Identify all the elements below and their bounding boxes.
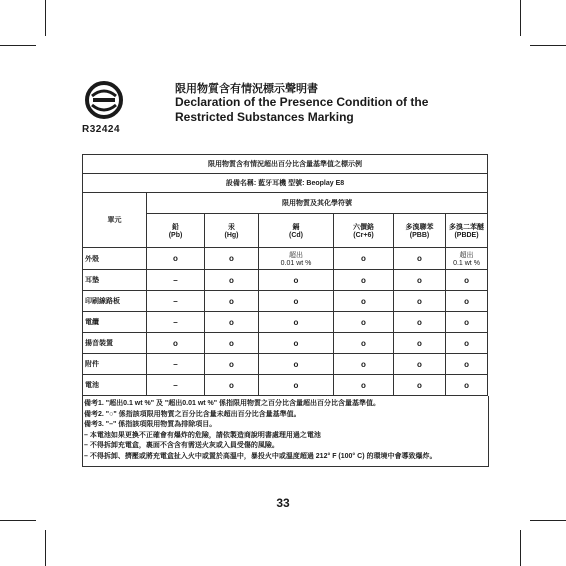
cell-text-line: 超出 [289,252,303,259]
substance-cell: – [147,291,205,312]
unit-header: 單元 [83,193,147,248]
component-name: 外殼 [83,248,147,270]
substance-cell: o [205,248,259,270]
substance-cell: o [394,312,446,333]
crop-mark-bottom-right-h [530,520,566,521]
crop-mark-bottom-left-h [0,520,36,521]
substance-column-header [147,214,205,248]
component-name: 附件 [83,354,147,375]
substance-symbol: (Cr+6) [353,232,374,239]
table-row [83,312,488,333]
substance-cell: o [147,333,205,354]
substance-cell: o [394,248,446,270]
crop-mark-bottom-left-v [45,530,46,566]
substance-cell: o [259,270,334,291]
substance-cell: – [147,270,205,291]
substance-cell: o [334,270,394,291]
substance-cell: o [259,354,334,375]
substance-cell: o [334,312,394,333]
substance-name: 多溴聯苯 [405,224,434,231]
substance-cell: o [446,354,488,375]
substance-cell [259,248,334,270]
substance-column-header [334,214,394,248]
substance-cell: o [446,312,488,333]
substance-symbol: (Cd) [289,232,303,239]
substance-name: 多溴二苯醚 [449,224,484,231]
substance-cell: o [205,375,259,396]
table-row [83,375,488,396]
substance-name: 六價鉻 [353,224,374,231]
substance-name: 汞 [228,224,235,231]
crop-mark-top-left-v [45,0,46,36]
substance-cell: o [394,291,446,312]
substance-cell: o [259,291,334,312]
title-chinese: 限用物質含有情況標示聲明書 [175,83,318,95]
substance-column-header [205,214,259,248]
certification-code: R32424 [82,124,121,135]
substance-cell: o [205,312,259,333]
substance-cell: o [205,270,259,291]
substance-cell [446,248,488,270]
substance-cell: o [394,270,446,291]
note-line: 備考2. "○" 係指該項限用物質之百分比含量未超出百分比含量基準值。 [84,410,301,418]
crop-mark-bottom-right-v [520,530,521,566]
substance-cell: o [147,248,205,270]
substance-cell: o [205,354,259,375]
bsmi-logo-icon [84,80,124,120]
page-number: 33 [276,496,290,510]
substance-cell: o [446,270,488,291]
substance-cell: o [334,291,394,312]
substance-cell: o [205,333,259,354]
note-line: – 不得拆卸充電盒，裏面不含含有需送火灰或入員受傷的風險。 [84,442,279,449]
note-line: 備考3. "–" 係指該項限用物質為排除項目。 [84,421,217,428]
substance-cell: o [446,291,488,312]
note-line: 備考1. "超出0.1 wt %" 及 "超出0.01 wt %" 係指限用物質之百分比含量超出百分比含量基準值。 [84,400,381,407]
component-name: 耳墊 [83,270,147,291]
table-row [83,354,488,375]
substance-column-header [259,214,334,248]
component-name: 電纜 [83,312,147,333]
cell-text-line: 0.01 wt % [280,260,312,267]
table-caption: 限用物質含有情況超出百分比含量基準值之標示例 [83,155,488,174]
substance-cell: o [334,333,394,354]
substance-name: 鎘 [292,224,300,231]
component-name: 揚音裝置 [83,333,147,354]
substance-symbol: (PBB) [409,232,430,239]
substance-column-header [394,214,446,248]
substance-cell: o [334,354,394,375]
cell-text-line: 超出 [459,252,474,259]
substance-symbol: (Hg) [224,232,239,239]
title-english-line2: Restricted Substances Marking [175,110,354,124]
crop-mark-top-left-h [0,45,36,46]
crop-mark-top-right-h [530,45,566,46]
substance-cell: o [259,312,334,333]
device-info: 設備名稱: 藍牙耳機 型號: Beoplay E8 [83,174,488,193]
title-english-line1: Declaration of the Presence Condition of the [175,95,429,109]
notes-box [82,396,489,467]
cell-text-line: 0.1 wt % [453,260,480,267]
table-row [83,270,488,291]
substance-cell: o [446,333,488,354]
table-row [83,248,488,270]
note-line: – 本電池如果更換不正確會有爆炸的危險，請依製造商說明書處理用過之電池 [84,431,321,439]
substance-cell: o [394,375,446,396]
substance-column-header [446,214,488,248]
table-row [83,333,488,354]
note-line: – 不得拆卸、擠壓或將充電盒扯入火中或置於高溫中，暴投火中或溫度超過 212° F (100° C) 的環境中會導致爆炸。 [84,452,437,460]
component-name: 電池 [83,375,147,396]
substance-symbol: (Pb) [168,232,183,239]
restricted-substances-table-container [82,154,487,467]
substance-cell: o [394,354,446,375]
substance-cell: o [259,333,334,354]
substance-cell: o [334,375,394,396]
table-row [83,291,488,312]
substance-cell: o [259,375,334,396]
substances-group-header: 限用物質及其化學符號 [147,193,488,214]
substance-cell: – [147,312,205,333]
component-name: 印刷線路板 [83,291,147,312]
substance-symbol: (PBDE) [454,232,479,239]
substance-cell: – [147,375,205,396]
substance-cell: o [334,248,394,270]
substance-cell: o [446,375,488,396]
substance-cell: o [205,291,259,312]
substance-cell: – [147,354,205,375]
substance-name: 鉛 [172,224,179,231]
restricted-substances-table [82,154,488,396]
crop-mark-top-right-v [520,0,521,36]
substance-cell: o [394,333,446,354]
